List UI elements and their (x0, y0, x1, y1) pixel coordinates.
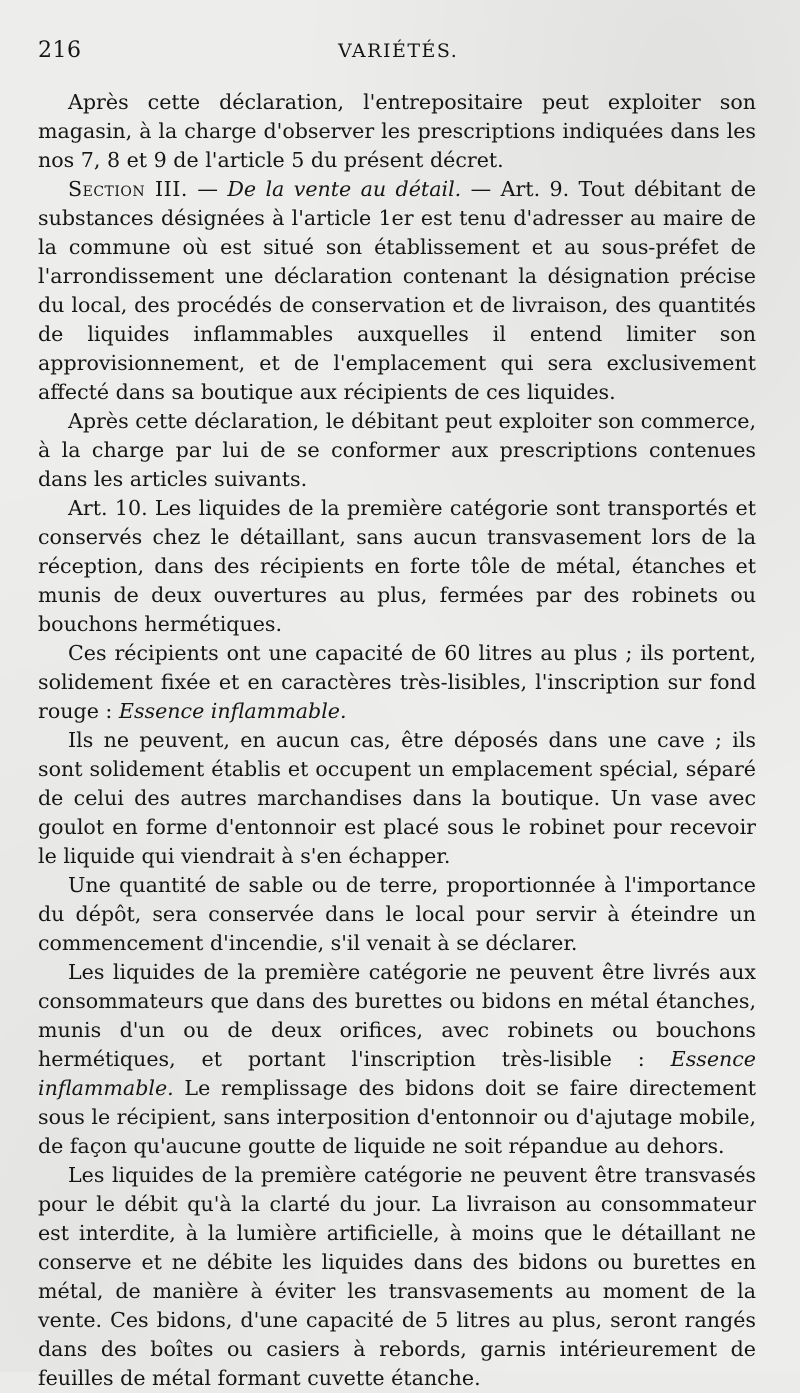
em-dash: — (461, 177, 501, 201)
paragraph-transvasement (38, 1161, 756, 1393)
paragraph-sable (38, 871, 756, 958)
paragraph-text: Ils ne peuvent, en aucun cas, être déposés dans une cave ; ils sont solidement établis et occupent un emplacement spécial, séparé de celui des autres marchandises dans la boutique. Un vase avec goulot en forme d'entonnoir est placé sous le robinet pour recevoir le liquide qui viendrait à s'en échapper. (38, 728, 756, 868)
paragraph-text: Art. 9. Tout débitant de substances désignées à l'article 1er est tenu d'adresser au maire de la commune où est situé son établissement et au sous-préfet de l'arrondissement une déclaration contenant la désignation précise du local, des procédés de conservation et de livraison, des quantités de liquides inflammables auxquelles il entend limiter son approvisionnement, et de l'emplacement qui sera exclusivement affecté dans sa boutique aux récipients de ces liquides. (38, 177, 757, 404)
paragraph-cave (38, 726, 756, 871)
paragraph-burettes (38, 958, 756, 1161)
running-title: VARIÉTÉS. (338, 40, 459, 62)
paragraph-text: Une quantité de sable ou de terre, proportionnée à l'importance du dépôt, sera conservée dans le local pour servir à éteindre un commencement d'incendie, s'il venait à se déclarer. (38, 873, 756, 955)
paragraph-text: Art. 10. Les liquides de la première catégorie sont transportés et conservés chez le détaillant, sans aucun transvasement lors de la réception, dans des récipients en forte tôle de métal, étanches et munis de deux ouvertures au plus, fermées par des robinets ou bouchons hermétiques. (38, 496, 756, 636)
paragraph-text: Les liquides de la première catégorie ne peuvent être livrés aux consommateurs que dans des burettes ou bidons en métal étanches, munis d'un ou de deux orifices, avec robinets ou bouchons hermétiques, et portant l'inscription très-lisible : (38, 960, 756, 1071)
paragraph-text: Après cette déclaration, le débitant peut exploiter son commerce, à la charge par lui de se conformer aux prescriptions contenues dans les articles suivants. (38, 409, 756, 491)
paragraph-section-iii (38, 175, 756, 407)
inscription-emphasis: Essence inflammable. (38, 1047, 756, 1100)
running-head (38, 38, 756, 78)
paragraph-text: Les liquides de la première catégorie ne peuvent être transvasés pour le débit qu'à la clarté du jour. La livraison au consommateur est interdite, à la lumière artificielle, à moins que le détaillant ne conserve et ne débite les liquides dans des bidons ou burettes en métal, de manière à éviter les transvasements au moment de la vente. Ces bidons, d'une capacité de 5 litres au plus, seront rangés dans des boîtes ou casiers à rebords, garnis intérieurement de feuilles de métal formant cuvette étanche. (38, 1163, 756, 1390)
section-label: Section III. (68, 177, 188, 201)
inscription-emphasis: Essence inflammable. (118, 699, 347, 723)
paragraph-recipients (38, 639, 756, 726)
page-number: 216 (38, 38, 82, 63)
section-heading: De la vente au détail. (227, 177, 462, 201)
body-text (38, 88, 756, 1393)
paragraph-text: Le remplissage des bidons doit se faire directement sous le récipient, sans interposition d'entonnoir ou d'ajutage mobile, de façon qu'aucune goutte de liquide ne soit répandue au dehors. (38, 1076, 756, 1158)
paragraph-text: Après cette déclaration, l'entrepositaire peut exploiter son magasin, à la charge d'observer les prescriptions indiquées dans les nos 7, 8 et 9 de l'article 5 du présent décret. (38, 90, 756, 172)
paragraph-entrepositaire (38, 88, 756, 175)
paragraph-debitant (38, 407, 756, 494)
em-dash: — (187, 177, 228, 201)
paragraph-art-10 (38, 494, 756, 639)
paragraph-text: Ces récipients ont une capacité de 60 litres au plus ; ils portent, solidement fixée et en caractères très-lisibles, l'inscription sur fond rouge : (38, 641, 756, 723)
